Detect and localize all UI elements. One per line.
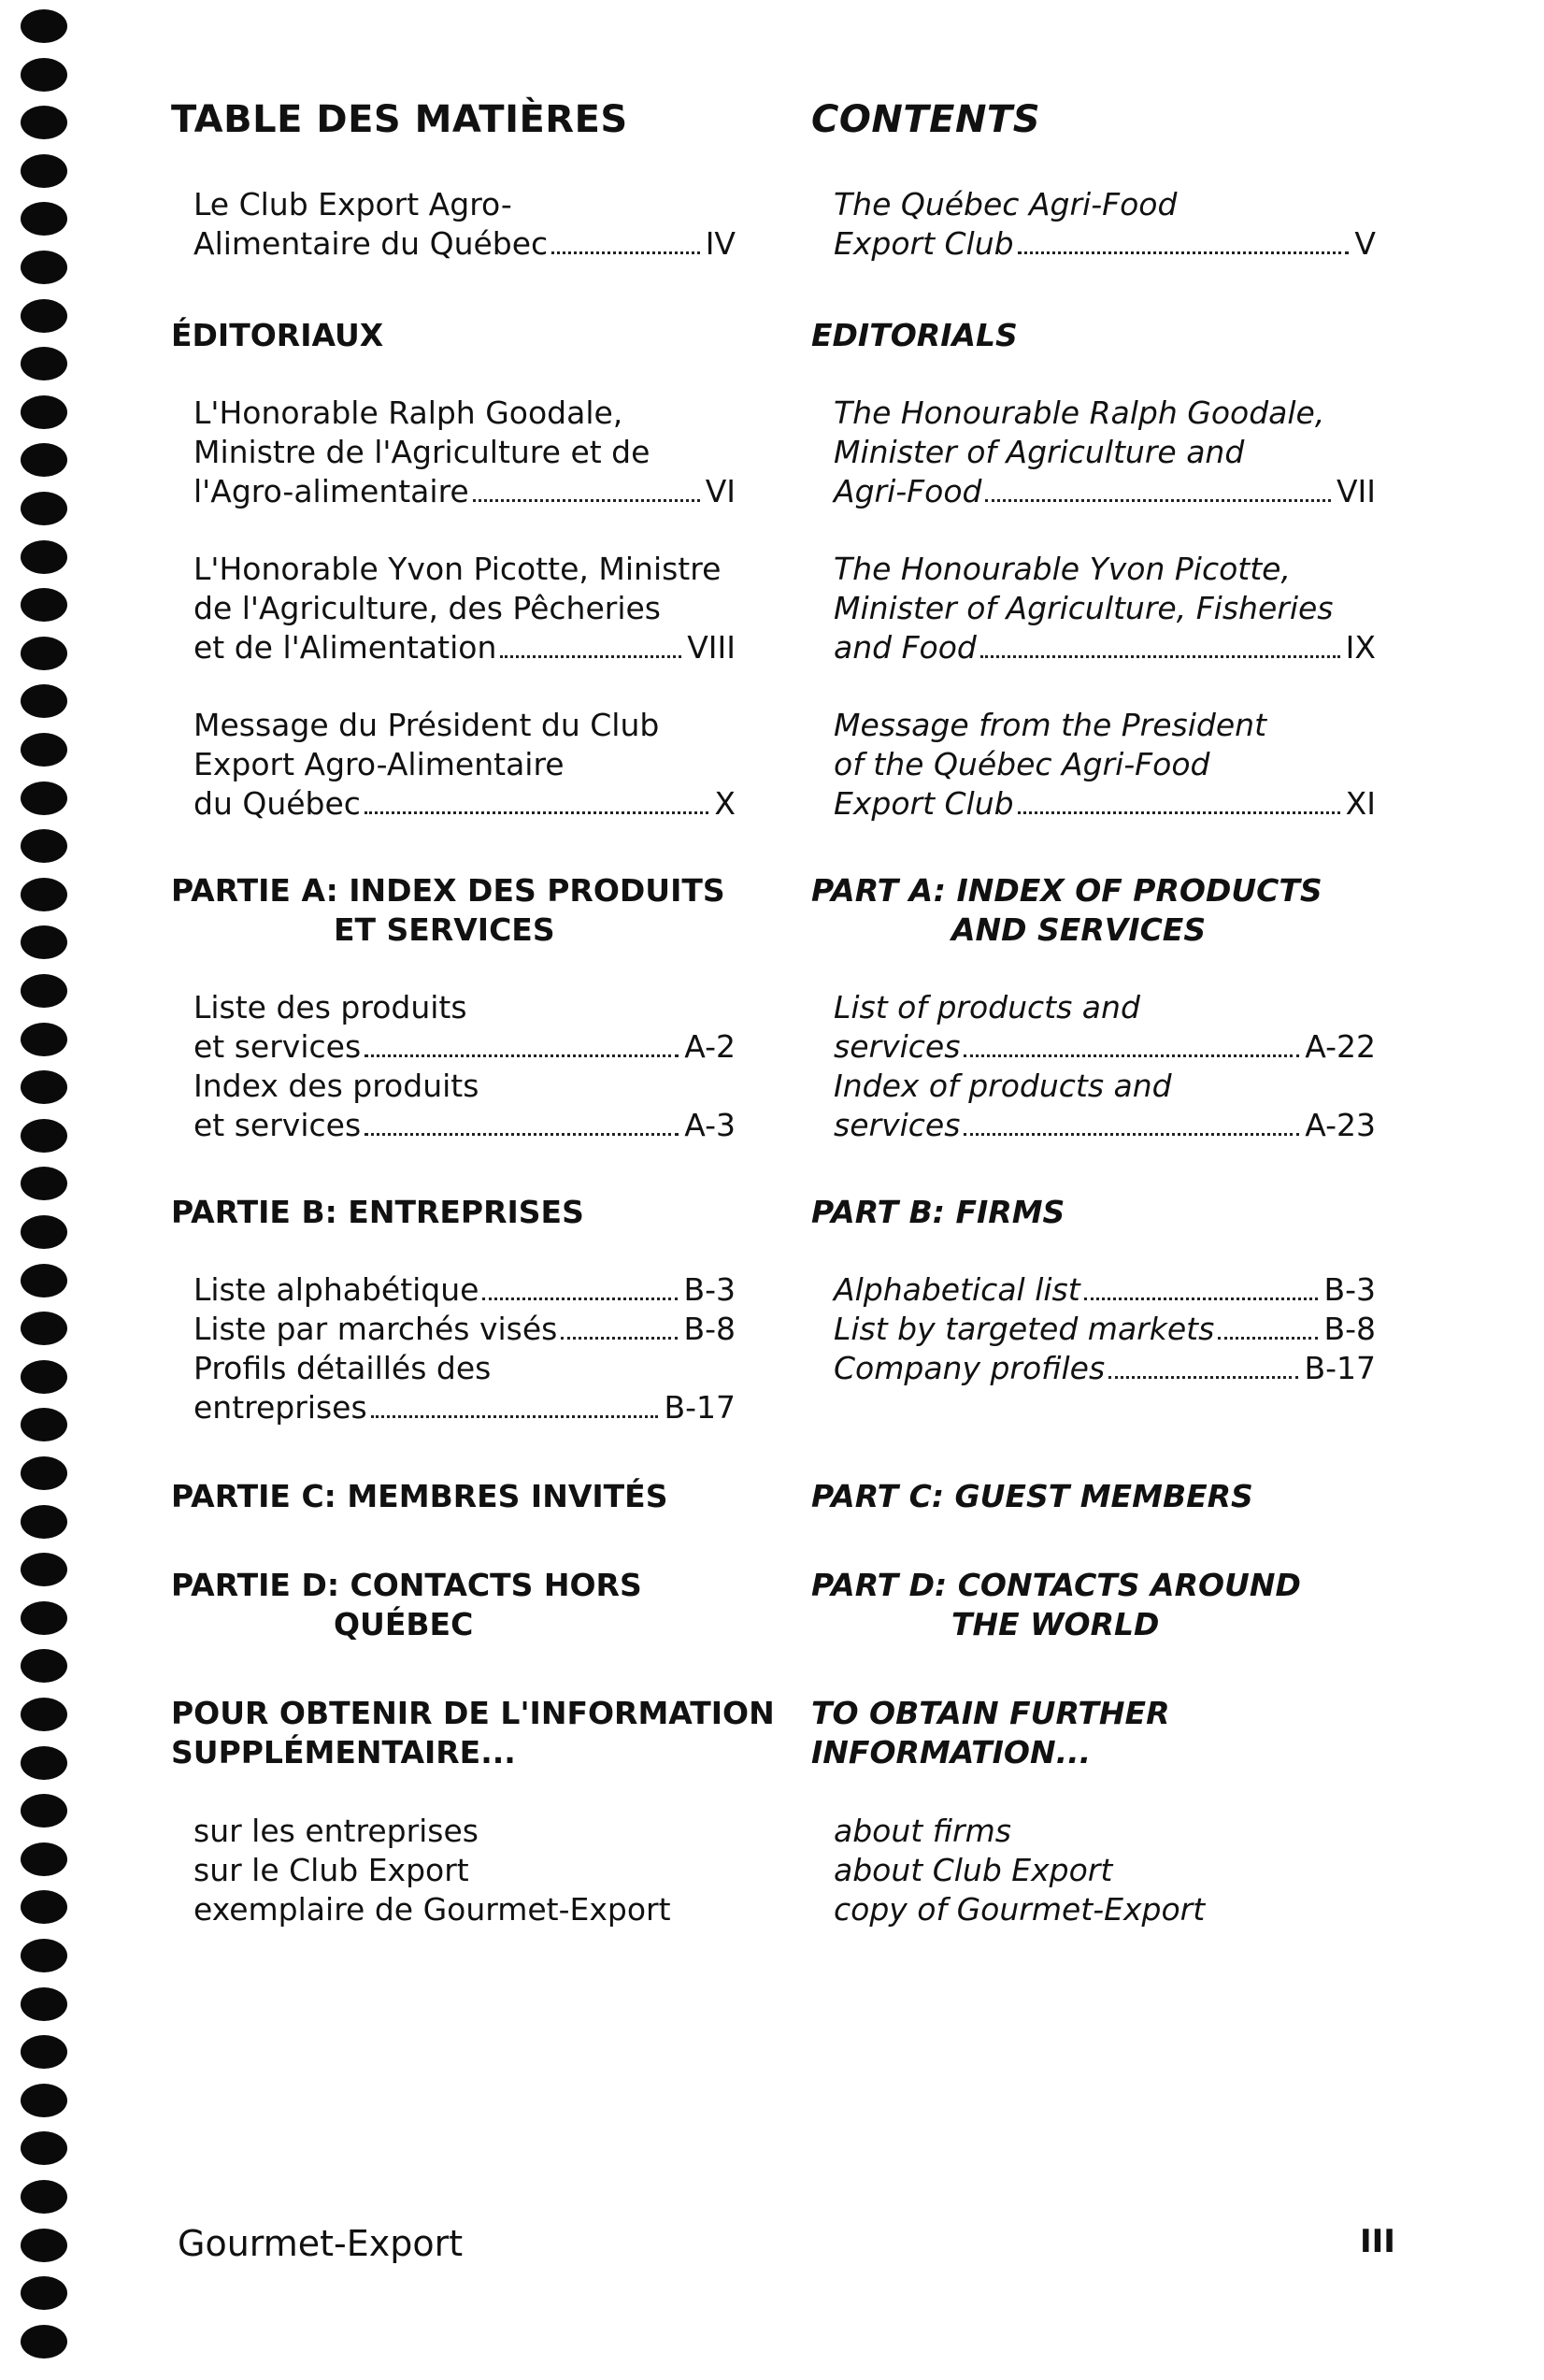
- binding-hole: [21, 2084, 67, 2117]
- binding-hole: [21, 1746, 67, 1780]
- toc-entry-targeted-markets: [193, 1310, 736, 1349]
- toc-entry-company-profiles: [193, 1349, 736, 1427]
- binding-hole: [21, 1119, 67, 1153]
- binding-hole: [21, 1939, 67, 1972]
- binding-hole: [21, 492, 67, 525]
- heading-line: SUPPLÉMENTAIRE...: [171, 1734, 516, 1771]
- entry-line: et services: [193, 1028, 362, 1065]
- binding-hole: [21, 974, 67, 1008]
- binding-hole: [21, 637, 67, 670]
- binding-hole: [21, 202, 67, 236]
- heading-line: PARTIE D: CONTACTS HORS: [171, 1567, 642, 1603]
- dot-leader: [980, 655, 1340, 658]
- page-ref: XI: [1345, 785, 1376, 822]
- entry-line: Index of products and: [834, 1068, 1172, 1104]
- dot-leader: [473, 499, 700, 502]
- binding-hole: [21, 588, 67, 622]
- entry-line: Ministre de l'Agriculture et de: [193, 434, 650, 470]
- footer-publication-name: Gourmet-Export: [178, 2223, 464, 2264]
- binding-hole: [21, 1987, 67, 2021]
- entry-line: Alphabetical list: [834, 1271, 1080, 1308]
- entry-line: du Québec: [193, 785, 361, 822]
- dot-leader: [561, 1337, 678, 1340]
- dot-leader: [365, 811, 708, 814]
- dot-leader: [985, 499, 1330, 502]
- entry-line: Message du Président du Club: [193, 707, 660, 743]
- entry-line: The Honourable Ralph Goodale,: [834, 394, 1325, 431]
- binding-hole: [21, 443, 67, 477]
- page-ref: VII: [1336, 473, 1376, 509]
- binding-hole: [21, 251, 67, 284]
- entry-line: Le Club Export Agro-: [193, 186, 512, 222]
- binding-hole: [21, 58, 67, 92]
- binding-hole: [21, 781, 67, 815]
- page-ref: B-17: [664, 1389, 736, 1426]
- section-heading-info: [811, 1694, 1169, 1772]
- entry-line: Minister of Agriculture, Fisheries: [834, 590, 1334, 626]
- entry-line: Alimentaire du Québec: [193, 225, 549, 262]
- binding-hole: [21, 1649, 67, 1683]
- binding-hole: [21, 9, 67, 43]
- toc-entry-picotte: [193, 550, 736, 667]
- page-ref: A-3: [684, 1107, 736, 1143]
- entry-line: Minister of Agriculture and: [834, 434, 1245, 470]
- binding-hole: [21, 1890, 67, 1924]
- page-ref: V: [1354, 225, 1376, 262]
- binding-hole: [21, 1456, 67, 1490]
- dot-leader: [365, 1133, 679, 1136]
- entry-line: Profils détaillés des: [193, 1350, 492, 1386]
- binding-hole: [21, 106, 67, 139]
- binding-hole: [21, 1553, 67, 1586]
- dot-leader: [964, 1133, 1299, 1136]
- section-heading-part-d: [811, 1566, 1301, 1644]
- entry-line: The Honourable Yvon Picotte,: [834, 551, 1291, 587]
- heading-line: PART A: INDEX OF PRODUCTS: [811, 872, 1322, 909]
- entry-line: Index des produits: [193, 1068, 479, 1104]
- page-ref: B-8: [683, 1311, 736, 1347]
- entry-line: Agri-Food: [834, 473, 982, 509]
- page-ref: VI: [705, 473, 736, 509]
- entry-line: List of products and: [834, 989, 1140, 1025]
- section-heading-part-b: PART B: FIRMS: [811, 1194, 1065, 1230]
- dot-leader: [1218, 1337, 1318, 1340]
- dot-leader: [964, 1054, 1299, 1057]
- info-item: exemplaire de Gourmet-Export: [193, 1891, 671, 1928]
- binding-hole: [21, 2131, 67, 2165]
- toc-entry-picotte: [834, 550, 1376, 667]
- toc-entry-company-profiles: [834, 1349, 1376, 1388]
- section-heading-part-d: [171, 1566, 642, 1644]
- toc-entry-goodale: [193, 394, 736, 511]
- page-ref: B-17: [1304, 1350, 1376, 1386]
- toc-entry-president-message: [834, 706, 1376, 824]
- page-ref: B-3: [1323, 1271, 1376, 1308]
- toc-entry-club-export: [193, 185, 736, 264]
- toc-entry-products-index: [193, 1067, 736, 1145]
- heading-line: THE WORLD: [951, 1606, 1160, 1642]
- binding-hole: [21, 2180, 67, 2214]
- binding-hole: [21, 2229, 67, 2262]
- entry-line: Liste des produits: [193, 989, 467, 1025]
- info-item: sur le Club Export: [193, 1852, 469, 1888]
- entry-line: et services: [193, 1107, 362, 1143]
- binding-hole: [21, 1698, 67, 1731]
- toc-entry-president-message: [193, 706, 736, 824]
- dot-leader: [1018, 811, 1340, 814]
- footer-page-number: III: [1360, 2223, 1395, 2260]
- page-title-english: CONTENTS: [811, 98, 1041, 141]
- entry-line: Export Club: [834, 225, 1014, 262]
- binding-hole: [21, 540, 67, 574]
- dot-leader: [365, 1054, 679, 1057]
- heading-line: AND SERVICES: [951, 911, 1207, 948]
- binding-hole: [21, 829, 67, 863]
- binding-hole: [21, 878, 67, 911]
- heading-line: QUÉBEC: [334, 1606, 474, 1642]
- entry-line: Company profiles: [834, 1350, 1106, 1386]
- entry-line: L'Honorable Yvon Picotte, Ministre: [193, 551, 722, 587]
- entry-line: The Québec Agri-Food: [834, 186, 1178, 222]
- info-item: copy of Gourmet-Export: [834, 1891, 1206, 1928]
- dot-leader: [1018, 251, 1350, 254]
- heading-line: INFORMATION...: [811, 1734, 1092, 1771]
- binding-hole: [21, 1360, 67, 1394]
- entry-line: Export Club: [834, 785, 1014, 822]
- binding-hole: [21, 2276, 67, 2310]
- page-ref: IV: [705, 225, 736, 262]
- entry-line: et de l'Alimentation: [193, 629, 497, 666]
- info-item: sur les entreprises: [193, 1813, 479, 1849]
- section-heading-part-a: [171, 871, 725, 950]
- page-ref: A-2: [684, 1028, 736, 1065]
- dot-leader: [482, 1298, 678, 1300]
- binding-hole: [21, 1408, 67, 1441]
- binding-hole: [21, 1215, 67, 1249]
- entry-line: of the Québec Agri-Food: [834, 746, 1210, 782]
- binding-hole: [21, 1842, 67, 1876]
- entry-line: Liste par marchés visés: [193, 1311, 558, 1347]
- binding-hole: [21, 299, 67, 333]
- binding-hole: [21, 733, 67, 767]
- binding-hole: [21, 347, 67, 380]
- section-heading-part-c: PARTIE C: MEMBRES INVITÉS: [171, 1478, 668, 1514]
- entry-line: L'Honorable Ralph Goodale,: [193, 394, 623, 431]
- section-heading-part-c: PART C: GUEST MEMBERS: [811, 1478, 1253, 1514]
- page-ref: A-22: [1305, 1028, 1376, 1065]
- entry-line: de l'Agriculture, des Pêcheries: [193, 590, 661, 626]
- entry-line: services: [834, 1107, 961, 1143]
- binding-hole: [21, 2325, 67, 2358]
- info-list: [834, 1812, 1376, 1929]
- entry-line: Liste alphabétique: [193, 1271, 479, 1308]
- toc-entry-targeted-markets: [834, 1310, 1376, 1349]
- page-ref: IX: [1345, 629, 1376, 666]
- entry-line: Export Agro-Alimentaire: [193, 746, 565, 782]
- heading-line: POUR OBTENIR DE L'INFORMATION: [171, 1695, 775, 1731]
- section-heading-part-b: PARTIE B: ENTREPRISES: [171, 1194, 584, 1230]
- binding-hole: [21, 684, 67, 718]
- binding-hole: [21, 1264, 67, 1298]
- entry-line: Message from the President: [834, 707, 1267, 743]
- entry-line: entreprises: [193, 1389, 367, 1426]
- section-heading-part-a: [811, 871, 1322, 950]
- section-heading-editorials: EDITORIALS: [811, 317, 1018, 353]
- binding-hole: [21, 1505, 67, 1539]
- binding-hole: [21, 1601, 67, 1635]
- binding-hole: [21, 1070, 67, 1104]
- spiral-binding: [0, 0, 84, 2380]
- entry-line: and Food: [834, 629, 977, 666]
- toc-entry-products-list: [834, 988, 1376, 1067]
- toc-entry-alphabetical: [834, 1270, 1376, 1310]
- binding-hole: [21, 395, 67, 429]
- dot-leader: [1084, 1298, 1319, 1300]
- binding-hole: [21, 1167, 67, 1200]
- info-list: [193, 1812, 736, 1929]
- toc-entry-goodale: [834, 394, 1376, 511]
- dot-leader: [500, 655, 681, 658]
- binding-hole: [21, 1023, 67, 1056]
- info-item: about Club Export: [834, 1852, 1113, 1888]
- entry-line: List by targeted markets: [834, 1311, 1215, 1347]
- section-heading-editorials: ÉDITORIAUX: [171, 317, 384, 353]
- dot-leader: [551, 251, 700, 254]
- page-title-french: TABLE DES MATIÈRES: [171, 98, 628, 141]
- binding-hole: [21, 2035, 67, 2069]
- binding-hole: [21, 1312, 67, 1345]
- binding-hole: [21, 1794, 67, 1828]
- dot-leader: [371, 1415, 659, 1418]
- toc-entry-products-list: [193, 988, 736, 1067]
- dot-leader: [1108, 1376, 1298, 1379]
- heading-line: ET SERVICES: [334, 911, 555, 948]
- binding-hole: [21, 925, 67, 959]
- toc-entry-products-index: [834, 1067, 1376, 1145]
- toc-entry-alphabetical: [193, 1270, 736, 1310]
- heading-line: PARTIE A: INDEX DES PRODUITS: [171, 872, 725, 909]
- page-ref: B-3: [683, 1271, 736, 1308]
- section-heading-info: [171, 1694, 775, 1772]
- heading-line: PART D: CONTACTS AROUND: [811, 1567, 1301, 1603]
- page-ref: A-23: [1305, 1107, 1376, 1143]
- page-ref: X: [714, 785, 736, 822]
- info-item: about firms: [834, 1813, 1011, 1849]
- page-ref: VIII: [687, 629, 736, 666]
- toc-entry-club-export: [834, 185, 1376, 264]
- entry-line: services: [834, 1028, 961, 1065]
- binding-hole: [21, 154, 67, 188]
- heading-line: TO OBTAIN FURTHER: [811, 1695, 1170, 1731]
- entry-line: l'Agro-alimentaire: [193, 473, 469, 509]
- page-ref: B-8: [1323, 1311, 1376, 1347]
